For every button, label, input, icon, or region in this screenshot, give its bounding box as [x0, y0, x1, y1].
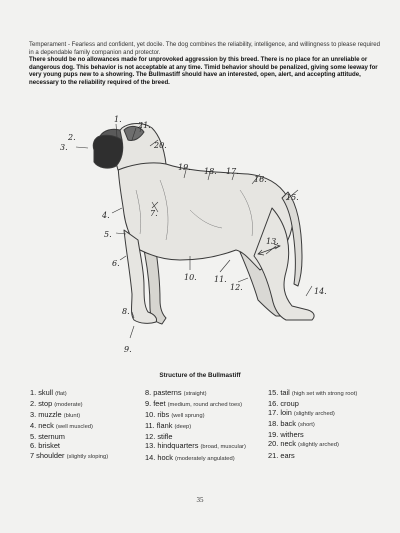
legend-item-label: 9. feet — [145, 399, 166, 409]
marker-6: 6. — [112, 259, 120, 268]
legend-item — [30, 421, 108, 432]
legend-item-label: 12. stifle — [145, 432, 173, 442]
legend-item-label: 17. loin — [268, 408, 292, 418]
legend-item-qualifier: (broad, muscular) — [200, 444, 246, 451]
legend-item-qualifier: (slightly arched) — [293, 411, 335, 418]
marker-15: 15. — [286, 193, 299, 202]
marker-8: 8. — [122, 307, 130, 316]
legend-item-qualifier: (moderate) — [54, 402, 83, 409]
legend-item — [268, 430, 357, 439]
legend-item — [268, 451, 357, 460]
legend-item — [145, 399, 246, 410]
marker-21: 21. — [138, 121, 151, 130]
legend-item-label: 3. muzzle — [30, 410, 62, 420]
temperament-warning: There should be no allowances made for unprovoked aggression by this breed. There is no place for an unreliable or dangerous dog. This behavior is not acceptable at any time. Timid behavior should be penalized, giving some leeway for very young pups new to a showring. The Bullmastiff should have an interested, open, alert, and accepting attitude, necessary to the reliability required of the breed. — [29, 56, 378, 86]
legend-item-qualifier: (high set with strong root) — [291, 391, 358, 397]
legend-item — [30, 451, 108, 462]
marker-13: 13. — [266, 237, 279, 246]
legend-item-label: 20. neck — [268, 439, 296, 449]
legend-item-label: 2. stop — [30, 399, 53, 409]
legend-item — [268, 388, 357, 399]
marker-20: 20. — [154, 141, 167, 150]
legend-item-label: 4. neck — [30, 421, 54, 431]
page-number: 35 — [196, 496, 204, 504]
legend-item-qualifier: (flat) — [55, 391, 67, 397]
legend-item-label: 15. tail — [268, 388, 290, 397]
legend-item-label: 14. hock — [145, 452, 173, 462]
legend-item — [145, 432, 246, 441]
legend-item — [30, 432, 108, 441]
legend-item-label: 19. withers — [268, 430, 304, 440]
legend-item — [30, 410, 108, 421]
marker-10: 10. — [184, 273, 197, 282]
marker-12: 12. — [230, 283, 243, 292]
legend-item-qualifier: (slightly sloping) — [66, 453, 109, 460]
bullmastiff-diagram — [40, 110, 370, 360]
legend-item — [268, 399, 357, 408]
legend-item — [145, 441, 246, 452]
figure-caption: Structure of the Bullmastiff — [159, 372, 241, 379]
dog-illustration — [93, 124, 314, 325]
marker-4: 4. — [102, 211, 110, 220]
legend-item-qualifier: (well muscled) — [55, 424, 93, 431]
marker-17: 17. — [226, 167, 239, 176]
marker-7: 7. — [150, 209, 158, 218]
legend-item-qualifier: (moderately angulated) — [175, 455, 235, 462]
marker-19: 19. — [178, 163, 191, 172]
marker-5: 5. — [104, 230, 112, 239]
legend-item-label: 8. pasterns — [145, 388, 182, 397]
marker-1: 1. — [114, 115, 122, 124]
legend-item-label: 1. skull — [30, 388, 54, 397]
marker-16: 16. — [254, 175, 267, 184]
marker-3: 3. — [60, 143, 68, 152]
legend-item — [145, 388, 246, 399]
legend-item-label: 10. ribs — [145, 410, 170, 420]
temperament-paragraph: Temperament - Fearless and confident, yet docile. The dog combines the reliability, intelligence, and willingness to please required in a dependable family companion and protector. — [29, 41, 381, 56]
legend-item — [145, 410, 246, 421]
legend-item — [145, 453, 246, 464]
legend-item-label: 16. croup — [268, 399, 299, 409]
legend-item-qualifier: (well sprung) — [171, 413, 205, 420]
legend-item-qualifier: (short) — [298, 422, 315, 429]
marker-2: 2. — [68, 133, 76, 142]
legend-item — [268, 439, 357, 450]
legend-item-label: 11. flank — [145, 421, 173, 431]
legend-item — [30, 399, 108, 410]
legend-item-label: 5. sternum — [30, 432, 65, 442]
legend-item-label: 6. brisket — [30, 441, 60, 451]
marker-9: 9. — [124, 345, 132, 354]
legend-item-label: 18. back — [268, 419, 296, 429]
legend-item-label: 13. hindquarters — [145, 441, 199, 451]
legend-item-label: 7 shoulder — [30, 450, 65, 460]
legend-column-1 — [30, 388, 108, 462]
legend-item — [268, 419, 357, 430]
legend-item-qualifier: (blunt) — [63, 413, 81, 420]
legend-item — [268, 408, 357, 419]
legend-item-qualifier: (slightly arched) — [298, 442, 339, 449]
marker-18: 18. — [204, 167, 217, 176]
legend-item-qualifier: (deep) — [174, 424, 192, 431]
legend-item — [145, 421, 246, 432]
legend-column-3 — [268, 388, 357, 460]
marker-11: 11. — [214, 275, 227, 284]
legend-item — [30, 441, 108, 450]
temperament-text — [29, 41, 383, 87]
legend-column-2 — [145, 388, 246, 464]
legend-item-label: 21. ears — [268, 450, 295, 460]
legend-item-qualifier: (medium, round arched toes) — [167, 402, 243, 409]
legend-item-qualifier: (straight) — [183, 391, 207, 397]
marker-14: 14. — [314, 287, 327, 296]
legend-item — [30, 388, 108, 399]
